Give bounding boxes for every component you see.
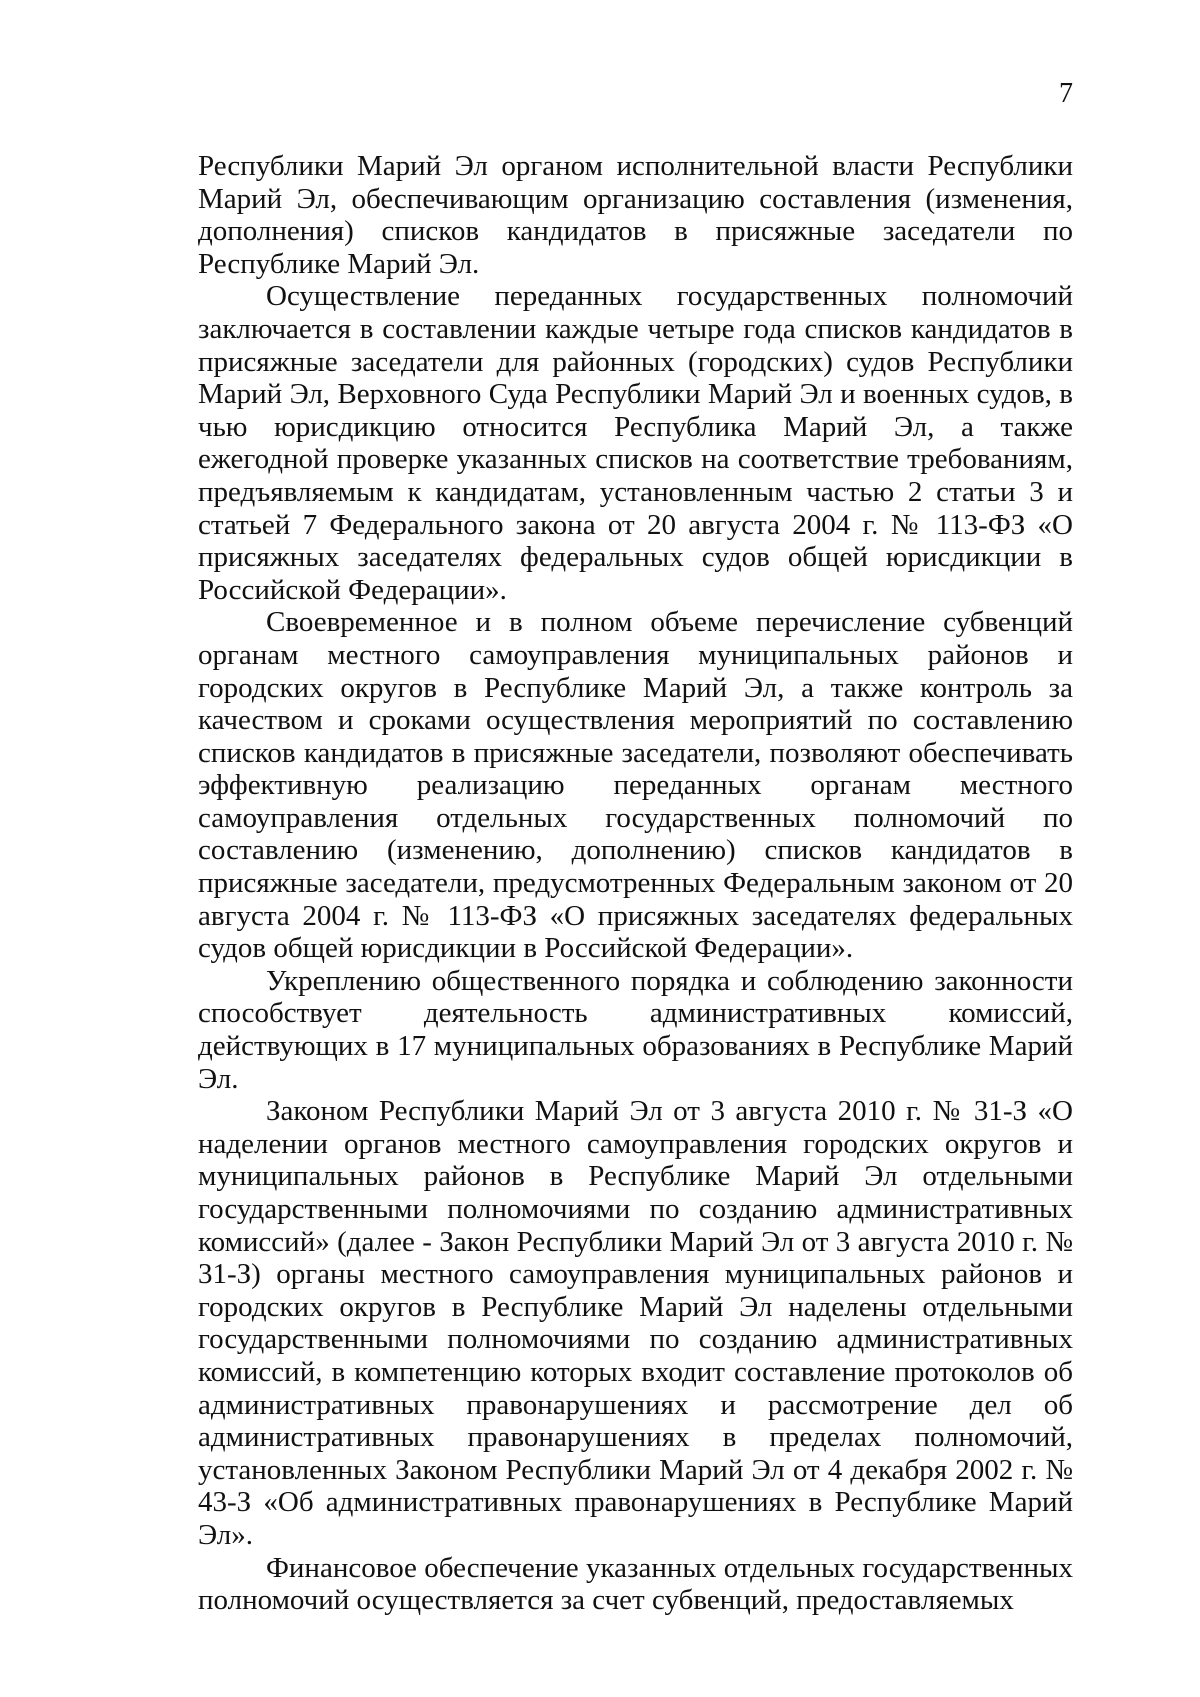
paragraph-subventions-transfer: Своевременное и в полном объеме перечисление субвенций органам местного самоуправления муниципальных районов и городских округов в Республике Марий Эл, а также контроль за качеством и сроками осуществления мероприятий по составлению списков кандидатов в присяжные заседатели, позволяют обеспечивать эффективную реализацию переданных органам местного самоуправления отдельных государственных полномочий по составлению (изменению, дополнению) списков кандидатов в присяжные заседатели, предусмотренных Федеральным законом от 20 августа 2004 г. № 113-ФЗ «О присяжных заседателях федеральных судов общей юрисдикции в Российской Федерации». <box>198 606 1073 965</box>
paragraph-financial-support: Финансовое обеспечение указанных отдельных государственных полномочий осуществляется за счет субвенций, предоставляемых <box>198 1551 1073 1617</box>
paragraph-law-31-z: Законом Республики Марий Эл от 3 августа 2010 г. № 31-З «О наделении органов местного самоуправления городских округов и муниципальных районов в Республике Марий Эл отдельными государственными полномочиями по созданию административных комиссий» (далее - Закон Республики Марий Эл от 3 августа 2010 г. № 31-З) органы местного самоуправления муниципальных районов и городских округов в Республике Марий Эл наделены отдельными государственными полномочиями по созданию административных комиссий, в компетенцию которых входит составление протоколов об административных правонарушениях и рассмотрение дел об административных правонарушениях в пределах полномочий, установленных Законом Республики Марий Эл от 4 декабря 2002 г. № 43-З «Об административных правонарушениях в Республике Марий Эл». <box>198 1095 1073 1551</box>
paragraph-jury-powers: Осуществление переданных государственных полномочий заключается в составлении каждые четыре года списков кандидатов в присяжные заседатели для районных (городских) судов Республики Марий Эл, Верховного Суда Республики Марий Эл и военных судов, в чью юрисдикцию относится Республика Марий Эл, а также ежегодной проверке указанных списков на соответствие требованиям, предъявляемым к кандидатам, установленным частью 2 статьи 3 и статьей 7 Федерального закона от 20 августа 2004 г. № 113-ФЗ «О присяжных заседателях федеральных судов общей юрисдикции в Российской Федерации». <box>198 280 1073 606</box>
document-body <box>198 150 1073 1617</box>
paragraph-administrative-commissions: Укреплению общественного порядка и соблюдению законности способствует деятельность административных комиссий, действующих в 17 муниципальных образованиях в Республике Марий Эл. <box>198 964 1073 1095</box>
paragraph-continuation: Республики Марий Эл органом исполнительной власти Республики Марий Эл, обеспечивающим организацию составления (изменения, дополнения) списков кандидатов в присяжные заседатели по Республике Марий Эл. <box>198 150 1073 280</box>
page-number: 7 <box>1059 78 1073 109</box>
